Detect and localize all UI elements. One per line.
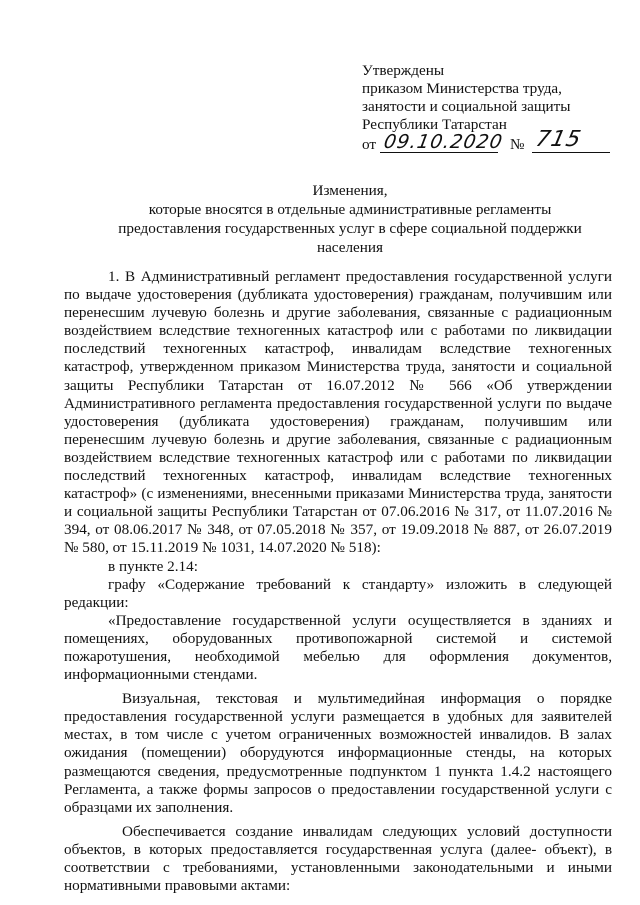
title-heading: Изменения, (312, 182, 388, 199)
paragraph-5: Визуальная, текстовая и мультимедийная информация о порядке предоставления государственной услуги размещается в удобных для заявителей местах, в том числе с учетом ограниченных возможностей инвалидов. В залах ожидания (помещении) оборудуются информационные стенды, на которых размещаются сведения, предусмотренные подпунктом 1 пункта 1.4.2 настоящего Регламента, а также формы запросов о предоставлении государственной услуги с образцами их заполнения. (64, 690, 612, 816)
date-prefix: от (362, 136, 377, 153)
handwritten-date: 09.10.2020 (382, 131, 505, 153)
approval-line: Утверждены (362, 62, 445, 79)
approval-block (362, 62, 612, 156)
approval-line: занятости и социальной защиты (362, 98, 571, 115)
approval-line: приказом Министерства труда, (362, 80, 562, 97)
handwritten-number: 715 (533, 127, 584, 152)
paragraph-6: Обеспечивается создание инвалидам следующих условий доступности объектов, в которых предоставляется государственная услуга (далее- объект), в соответствии с требованиями, установленными законодательными и иными нормативными правовыми актами: (64, 822, 612, 895)
number-underline (532, 152, 610, 153)
paragraph-4: «Предоставление государственной услуги осуществляется в зданиях и помещениях, оборудованных противопожарной системой и системой пожаротушения, необходимой мебелью для оформления документов, информационными стендами. (64, 611, 612, 684)
paragraph-3: графу «Содержание требований к стандарту» изложить в следующей редакции: (64, 575, 612, 611)
date-number-row (362, 127, 612, 156)
approval-line: Республики Татарстан (362, 116, 507, 133)
document-body (64, 268, 612, 895)
number-prefix: № (510, 136, 525, 153)
title-subtitle: которые вносятся в отдельные административные регламенты предоставления государственных услуг в сфере социальной поддержки населения (118, 201, 582, 256)
document-title (100, 181, 600, 257)
paragraph-2: в пункте 2.14: (108, 557, 198, 575)
paragraph-1: 1. В Административный регламент предоставления государственной услуги по выдаче удостоверения (дубликата удостоверения) гражданам, получившим или перенесшим лучевую болезнь и другие заболевания, связанные с радиационным воздействием вследствие техногенных катастроф или с работами по ликвидации последствий техногенных катастроф, инвалидам вследствие техногенных катастроф, утвержденном приказом Министерства труда, занятости и социальной защиты Республики Татарстан от 16.07.2012 № 566 «Об утверждении Административного регламента предоставления государственной услуги по выдаче удостоверения (дубликата удостоверения) гражданам, получившим или перенесшим лучевую болезнь и другие заболевания, связанные с радиационным воздействием вследствие техногенных катастроф или с работами по ликвидации последствий техногенных катастроф, инвалидам вследствие техногенных катастроф» (с изменениями, внесенными приказами Министерства труда, занятости и социальной защиты Республики Татарстан от 07.06.2016 № 317, от 11.07.2016 № 394, от 08.06.2017 № 348, от 07.05.2018 № 357, от 19.09.2018 № 887, от 26.07.2019 № 580, от 15.11.2019 № 1031, 14.07.2020 № 518): (64, 268, 612, 557)
